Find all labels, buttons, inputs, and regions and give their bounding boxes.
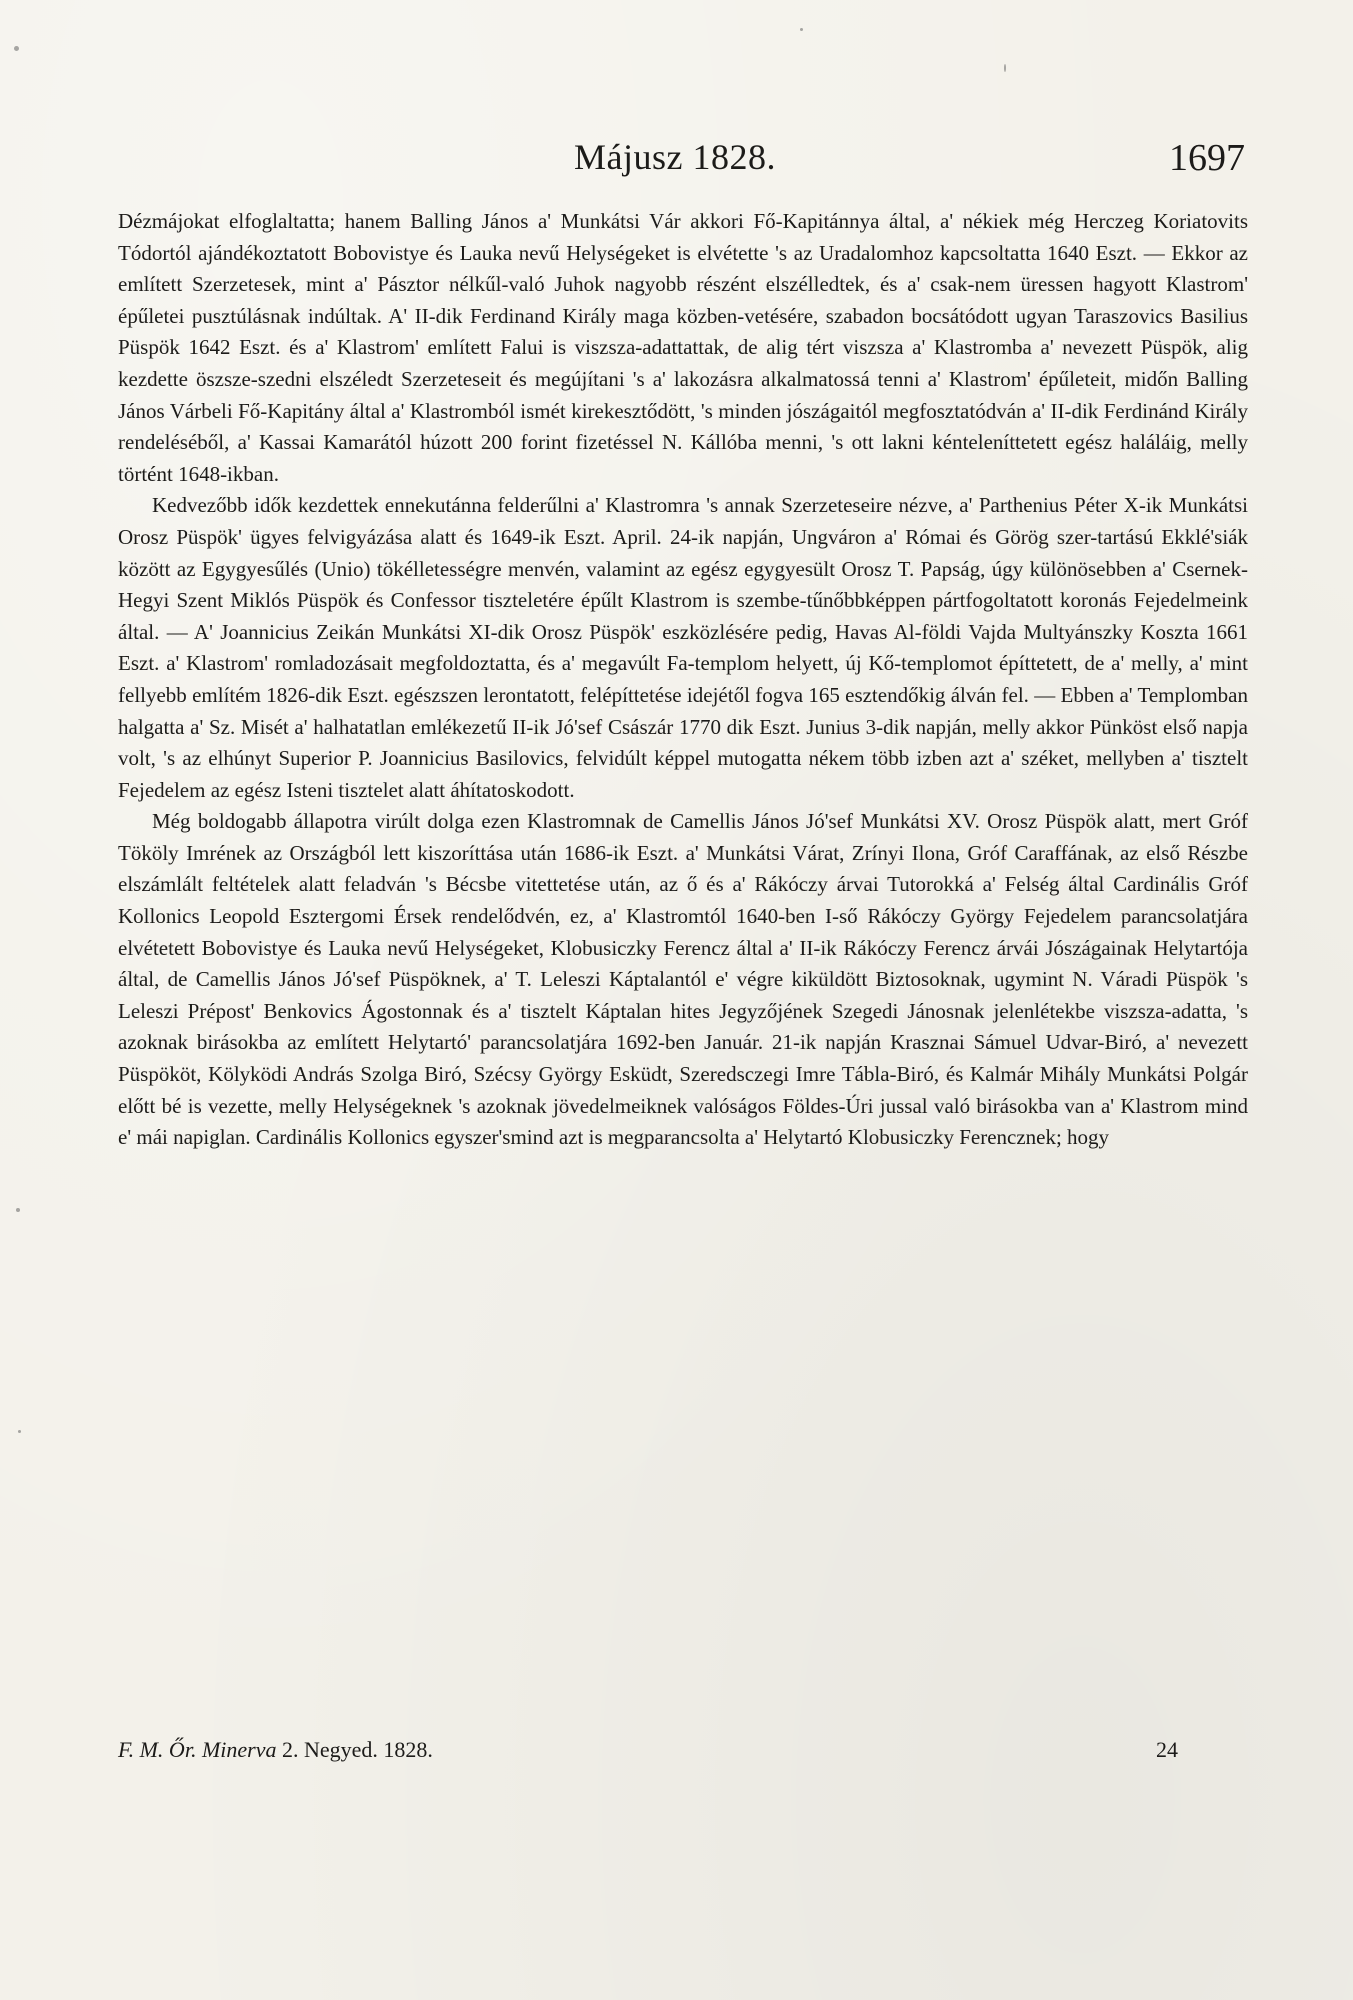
paper-speck <box>800 28 803 31</box>
page-footer <box>118 1737 1248 1771</box>
running-head: Májusz 1828. <box>574 137 776 177</box>
paragraph: Kedvezőbb idők kezdettek ennekutánna felderűlni a' Klastromra 's annak Szerzeteseire nézve, a' Parthenius Péter X-ik Munkátsi Orosz Püspök' ügyes felvigyázása alatt és 1649-ik Eszt. April. 24-ik napján, Ungváron a' Római és Görög szer-tartású Ekklé'siák között az Egygyesűlés (Unio) tökélletességre menvén, valamint az egész egygyesült Orosz T. Papság, úgy különösebben a' Csernek-Hegyi Szent Miklós Püspök és Confessor tiszteletére épűlt Klastrom is szembe-tűnőbbképpen pártfogoltatott koronás Fejedelmeink által. — A' Joannicius Zeikán Munkátsi XI-dik Orosz Püspök' eszközlésére pedig, Havas Al-földi Vajda Multyánszky Koszta 1661 Eszt. a' Klastrom' romladozásait megfoldoztatta, és a' megavúlt Fa-templom helyett, új Kő-templomot építtetett, de a' melly, a' mint fellyebb említém 1826-dik Eszt. egészszen lerontatott, felépíttetése idejétől fogva 165 esztendőkig álván fel. — Ebben a' Templomban halgatta a' Sz. Misét a' halhatatlan emlékezetű II-ik Jó'sef Császár 1770 dik Eszt. Junius 3-dik napján, melly akkor Pünköst első napja volt, 's az elhúnyt Superior P. Joannicius Basilovics, felvidúlt képpel mutogatta nékem több izben azt a' széket, mellyben a' tisztelt Fejedelem az egész Isteni tisztelet alatt áhítatoskodott. <box>118 493 1248 802</box>
printer-signature <box>118 1737 433 1763</box>
signature-mark: 24 <box>1156 1737 1178 1762</box>
signature-part: 2. Negyed. <box>281 1737 378 1762</box>
body-text <box>118 206 1248 1154</box>
paper-speck <box>18 1430 21 1433</box>
page-header <box>95 136 1255 196</box>
paragraph: Még boldogabb állapotra virúlt dolga ezen Klastromnak de Camellis János Jó'sef Munkátsi XV. Orosz Püspök alatt, mert Gróf Tököly Imrének az Országból lett kiszoríttása után 1686-ik Eszt. a' Munkátsi Várat, Zrínyi Ilona, Gróf Caraffának, az első Részbe elszámlált feltételek alatt feladván 's Bécsbe vitettetése után, az ő és a' Rákóczy árvai Tutorokká a' Felség által Cardinális Gróf Kollonics Leopold Esztergomi Érsek rendelődvén, ez, a' Klastromtól 1640-ben I-ső Rákóczy György Fejedelem parancsolatjára elvétetett Bobovistye és Lauka nevű Helységeket, Klobusiczky Ferencz által a' II-ik Rákóczy Ferencz árvái Jószágainak Helytartója által, de Camellis János Jó'sef Püspöknek, a' T. Leleszi Káptalantól e' végre kiküldött Biztosoknak, ugymint N. Váradi Püspök 's Leleszi Prépost' Benkovics Ágostonnak és a' tisztelt Káptalan hites Jegyzőjének Szegedi Jánosnak jelenlétekbe viszsza-adatta, 's azoknak birásokba az említett Helytartó' parancsolatjára 1692-ben Január. 21-ik napján Krasznai Sámuel Udvar-Biró, a' nevezett Püspököt, Kölyködi András Szolga Biró, Szécsy György Esküdt, Szeredsczegi Imre Tábla-Biró, és Kalmár Mihály Munkátsi Polgár előtt bé is vezette, melly Helységeknek 's azoknak jövedelmeiknek valóságos Földes-Úri jussal való birásokba van a' Klastrom mind e' mái napiglan. Cardinális Kollonics egyszer'smind azt is megparancsolta a' Helytartó Klobusiczky Ferencznek; hogy <box>118 809 1248 1150</box>
paper-speck <box>16 1208 20 1212</box>
signature-journal: F. M. Őr. Minerva <box>118 1737 277 1762</box>
paper-speck <box>14 46 19 51</box>
paragraph-continuation: Dézmájokat elfoglaltatta; hanem Balling János a' Munkátsi Vár akkori Fő-Kapitánnya által, a' nékiek még Herczeg Koriatovits Tódortól ajándékoztatott Bobovistye és Lauka nevű Helységeket is elvétette 's az Uradalomhoz kapcsoltatta 1640 Eszt. — Ekkor az említett Szerzetesek, mint a' Pásztor nélkűl-való Juhok nagyobb részént elszélledtek, és a' csak-nem üressen hagyott Klastrom' épűletei pusztúlásnak indúltak. A' II-dik Ferdinand Király maga közben-vetésére, szabadon bocsátódott ugyan Taraszovics Basilius Püspök 1642 Eszt. és a' Klastrom' említett Falui is viszsza-adattattak, de alig tért viszsza a' Klastromba a' nevezett Püspök, alig kezdette öszsze-szedni elszéledt Szerzeteseit és megújítani 's a' lakozásra alkalmatossá tenni a' Klastrom' épűleteit, midőn Balling János Várbeli Fő-Kapitány által a' Klastromból ismét kirekesztődött, 's minden jószágaitól megfosztatódván a' II-dik Ferdinánd Király rendeléséből, a' Kassai Kamarától húzott 200 forint fizetéssel N. Kállóba menni, 's ott lakni kénteleníttetett egész haláláig, melly történt 1648-ikban. <box>118 209 1248 486</box>
paper-speck <box>1004 64 1006 72</box>
page-number: 1697 <box>1169 137 1245 179</box>
signature-year: 1828. <box>383 1737 433 1762</box>
